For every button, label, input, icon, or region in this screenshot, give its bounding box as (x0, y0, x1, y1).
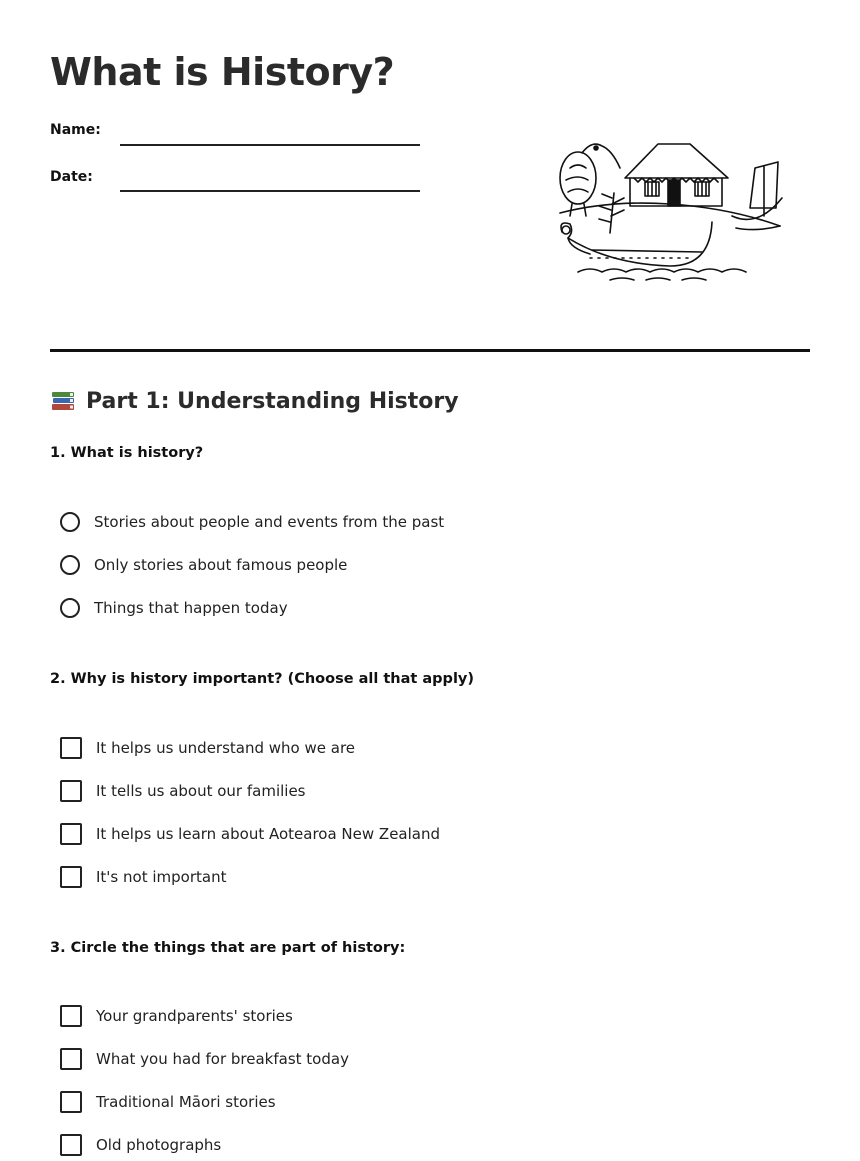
radio-button[interactable] (60, 598, 80, 618)
option-label: Traditional Māori stories (96, 1093, 276, 1111)
question-2: 2. Why is history important? (Choose all that apply) (50, 671, 474, 687)
option-label: It's not important (96, 868, 227, 886)
radio-button[interactable] (60, 555, 80, 575)
q2-option[interactable] (60, 737, 355, 759)
checkbox[interactable] (60, 1048, 82, 1070)
page-title: What is History? (50, 50, 395, 94)
option-label: It helps us understand who we are (96, 739, 356, 757)
section-divider (50, 349, 810, 352)
checkbox[interactable] (60, 1134, 82, 1156)
q2-option[interactable] (60, 823, 440, 845)
option-label: It helps us learn about Aotearoa New Zealand (96, 825, 441, 843)
q3-option[interactable] (60, 1134, 221, 1156)
name-label: Name: (50, 122, 101, 138)
q2-option[interactable] (60, 866, 226, 888)
checkbox[interactable] (60, 1091, 82, 1113)
section-title-part-1 (50, 388, 459, 414)
q1-option[interactable] (60, 555, 347, 575)
radio-button[interactable] (60, 512, 80, 532)
option-label: Things that happen today (94, 599, 288, 617)
checkbox[interactable] (60, 737, 82, 759)
date-field[interactable] (120, 190, 420, 192)
option-label: Only stories about famous people (94, 556, 348, 574)
q1-option[interactable] (60, 512, 444, 532)
option-label: Your grandparents' stories (96, 1007, 293, 1025)
option-label: What you had for breakfast today (96, 1050, 349, 1068)
option-label: Stories about people and events from the past (94, 513, 445, 531)
checkbox[interactable] (60, 866, 82, 888)
option-label: Old photographs (96, 1136, 222, 1154)
checkbox[interactable] (60, 823, 82, 845)
name-field[interactable] (120, 144, 420, 146)
question-1: 1. What is history? (50, 445, 204, 461)
checkbox[interactable] (60, 1005, 82, 1027)
option-label: It tells us about our families (96, 782, 306, 800)
q2-option[interactable] (60, 780, 306, 802)
q1-option[interactable] (60, 598, 288, 618)
q3-option[interactable] (60, 1005, 293, 1027)
q3-option[interactable] (60, 1048, 349, 1070)
question-3: 3. Circle the things that are part of history: (50, 940, 406, 956)
date-label: Date: (50, 169, 93, 185)
q3-option[interactable] (60, 1091, 276, 1113)
books-icon (50, 388, 76, 414)
checkbox[interactable] (60, 780, 82, 802)
section-title-text: Part 1: Understanding History (86, 388, 459, 414)
maori-village-canoe-illustration (550, 138, 790, 283)
